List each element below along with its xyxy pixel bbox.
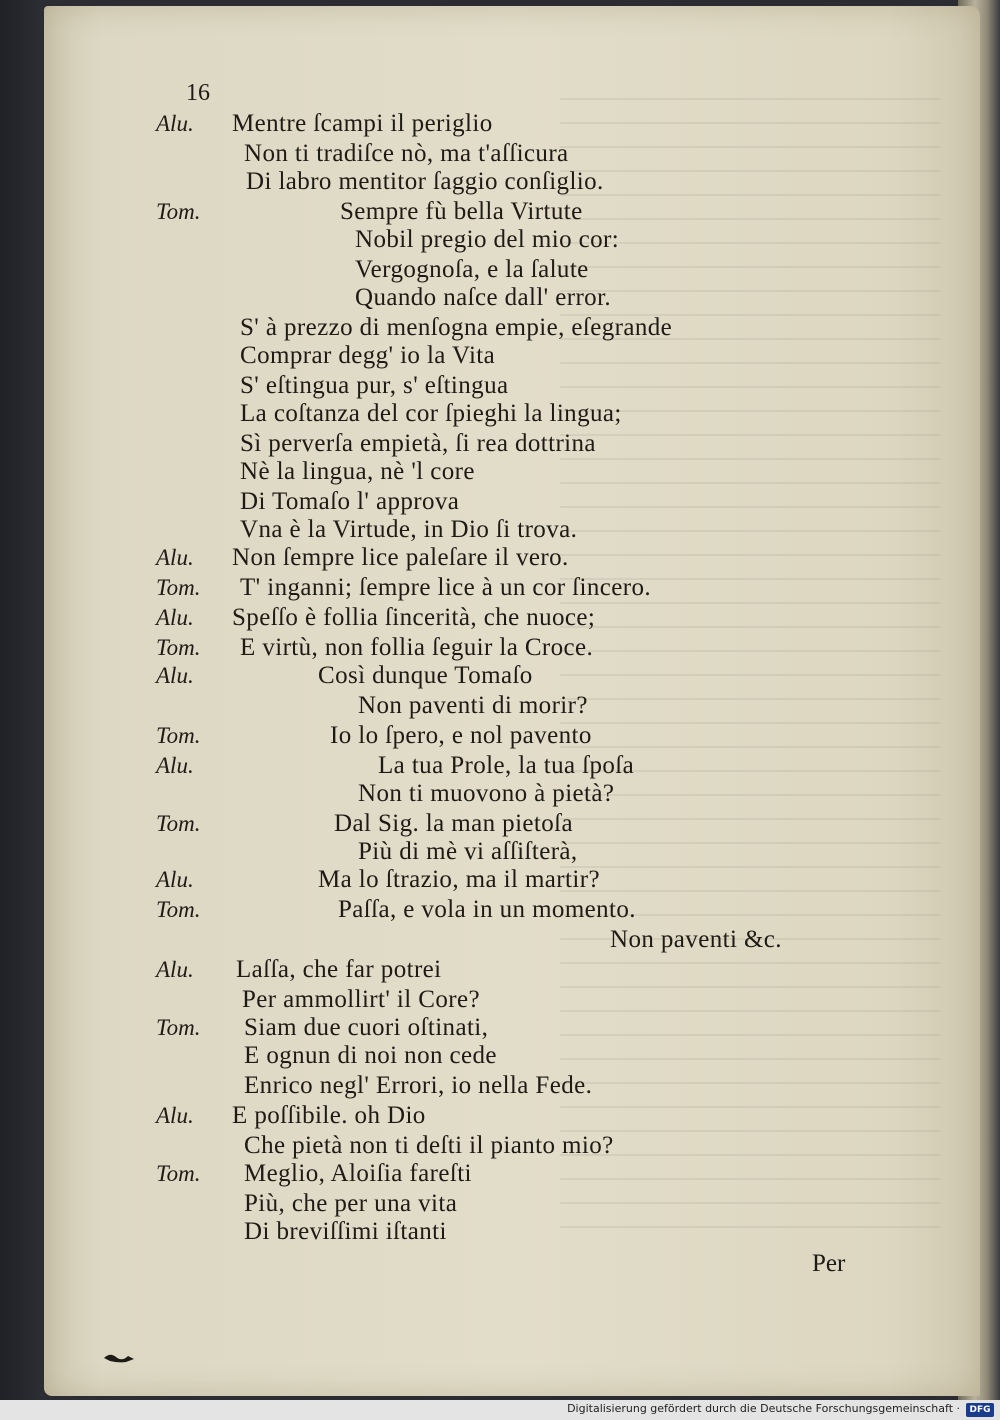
speaker-label: Alu.: [156, 1103, 194, 1128]
speaker-label: Alu.: [156, 753, 194, 778]
catchword: Per: [812, 1250, 846, 1277]
verse-line: Siam due cuori oſtinati,: [244, 1014, 489, 1041]
verse-line: Enrico negl' Errori, io nella Fede.: [244, 1072, 593, 1099]
verse-line: La tua Prole, la tua ſpoſa: [378, 752, 635, 779]
verse-line: Non paventi di morir?: [358, 692, 588, 719]
verse-line: Io lo ſpero, e nol pavento: [330, 722, 592, 749]
verse-line: Più di mè vi aſſiſterà,: [358, 838, 578, 865]
speaker-label: Tom.: [156, 575, 201, 600]
speaker-label: Alu.: [156, 605, 194, 630]
verse-line: Dal Sig. la man pietoſa: [334, 810, 574, 837]
footer-credit: Digitalisierung gefördert durch die Deutsche Forschungsgemeinschaft ·: [567, 1402, 960, 1415]
verse-line: Mentre ſcampi il periglio: [232, 110, 493, 137]
verse-line: Comprar degg' io la Vita: [240, 342, 496, 369]
verse-line: Di breviſſimi iſtanti: [244, 1218, 447, 1245]
speaker-label: Tom.: [156, 199, 201, 224]
verse-line: E poſſibile. oh Dio: [232, 1102, 426, 1129]
speaker-label: Tom.: [156, 1015, 201, 1040]
verse-line: Nobil pregio del mio cor:: [355, 226, 620, 253]
verse-line: Speſſo è follia ſincerità, che nuoce;: [232, 604, 596, 631]
speaker-label: Tom.: [156, 897, 201, 922]
verse-line: S' eſtingua pur, s' eſtingua: [240, 372, 509, 399]
speaker-label: Tom.: [156, 1161, 201, 1186]
verse-line: S' à prezzo di menſogna empie, eſegrande: [240, 314, 673, 341]
speaker-label: Tom.: [156, 811, 201, 836]
verse-line: Nè la lingua, nè 'l core: [240, 458, 475, 485]
speaker-label: Alu.: [156, 957, 194, 982]
verse-line: Sempre fù bella Virtute: [340, 198, 583, 225]
speaker-label: Tom.: [156, 723, 201, 748]
ink-blot-mark: [102, 1350, 136, 1364]
speaker-label: Alu.: [156, 545, 194, 570]
verse-line: Sì perverſa empietà, ſi rea dottrina: [240, 430, 596, 457]
verse-line: Non paventi &c.: [610, 926, 782, 953]
verse-line: Di labro mentitor ſaggio conſiglio.: [246, 168, 604, 195]
dfg-logo: DFG: [966, 1403, 994, 1417]
verse-line: Non ti tradiſce nò, ma t'aſſicura: [244, 140, 569, 167]
verse-line: E virtù, non follia ſeguir la Croce.: [240, 634, 594, 661]
verse-line: La coſtanza del cor ſpieghi la lingua;: [240, 400, 622, 427]
verse-line: Non ſempre lice paleſare il vero.: [232, 544, 569, 571]
verse-line: Di Tomaſo l' approva: [240, 488, 460, 515]
verse-line: Paſſa, e vola in un momento.: [338, 896, 636, 923]
verse-line: Meglio, Aloiſia fareſti: [244, 1160, 472, 1187]
verse-line: Ma lo ſtrazio, ma il martir?: [318, 866, 600, 893]
speaker-label: Alu.: [156, 111, 194, 136]
verse-line: Per ammollirt' il Core?: [242, 986, 480, 1013]
digitization-footer: [0, 1400, 1000, 1420]
verse-line: E ognun di noi non cede: [244, 1042, 497, 1069]
verse-line: Che pietà non ti deſti il pianto mio?: [244, 1132, 614, 1159]
verse-line: Vergognoſa, e la ſalute: [355, 256, 589, 283]
verse-line: Quando naſce dall' error.: [355, 284, 612, 311]
verse-line: Così dunque Tomaſo: [318, 662, 533, 689]
verse-line: Non ti muovono à pietà?: [358, 780, 615, 807]
verse-line: T' inganni; ſempre lice à un cor ſincero.: [240, 574, 652, 601]
page-number: 16: [186, 80, 210, 106]
speaker-label: Alu.: [156, 867, 194, 892]
speaker-label: Alu.: [156, 663, 194, 688]
speaker-label: Tom.: [156, 635, 201, 660]
verse-line: Vna è la Virtude, in Dio ſi trova.: [240, 516, 578, 543]
verse-line: Laſſa, che far potrei: [236, 956, 442, 983]
verse-line: Più, che per una vita: [244, 1190, 458, 1217]
